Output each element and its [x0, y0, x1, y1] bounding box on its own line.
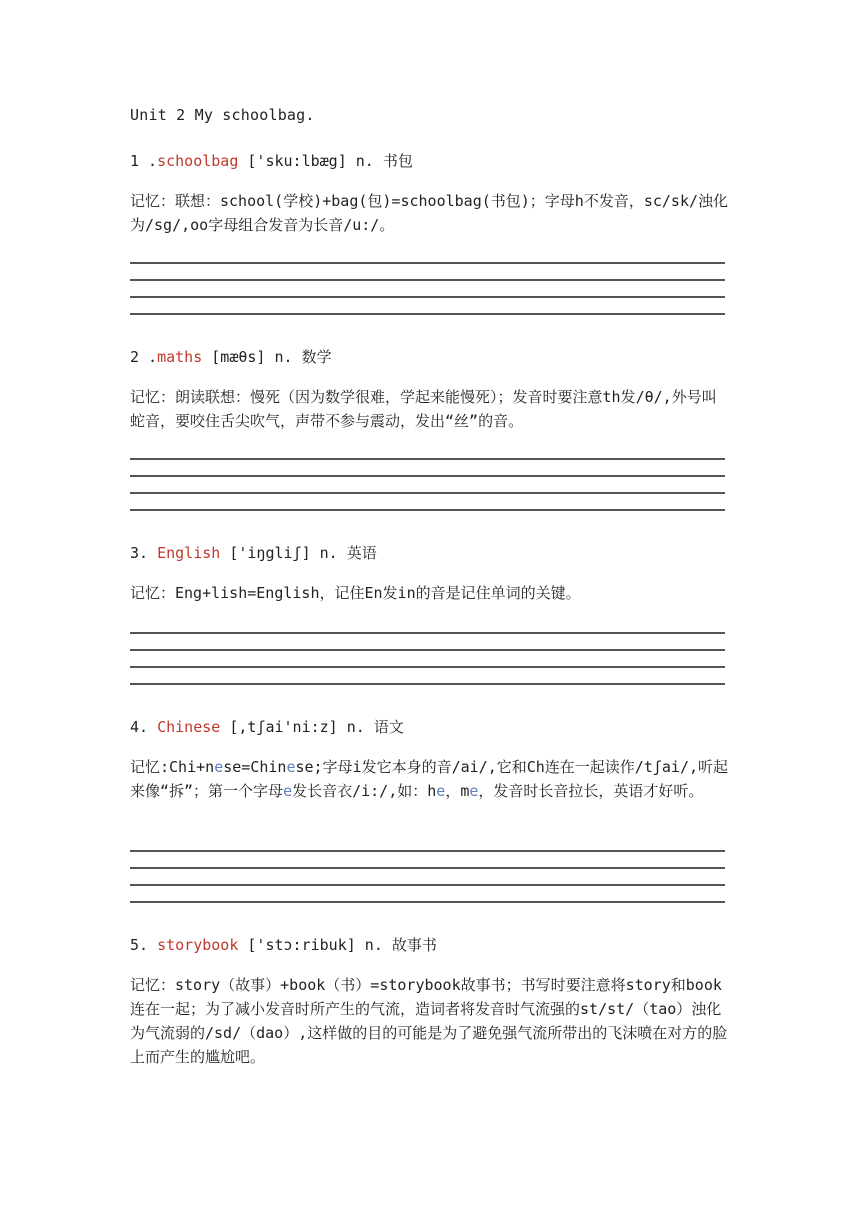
entry-3-heading — [130, 542, 377, 563]
writing-line — [130, 475, 725, 477]
memo-text: 发长音衣/i:/,如：h — [292, 782, 437, 800]
memo-text: se=Chin — [223, 758, 287, 776]
writing-line — [130, 683, 725, 685]
highlight-letter: e — [283, 782, 293, 800]
entry-4-memo — [130, 755, 730, 803]
highlight-letter: e — [469, 782, 479, 800]
phonetic-definition: ['stɔ:ribuk] n. 故事书 — [238, 936, 437, 954]
memo-text: ，发音时长音拉长，英语才好听。 — [478, 782, 704, 800]
phonetic-definition: [,tʃai'ni:z] n. 语文 — [220, 718, 404, 736]
memo-text: 记忆:Chi+n — [130, 758, 215, 776]
memo-text: se;字母i发它本身的音/ai/,它和Ch连在一起读作/tʃai/,听起来像“拆”；第一个字母 — [130, 758, 729, 800]
writing-lines — [130, 262, 725, 330]
entry-4-heading — [130, 716, 404, 737]
entry-2-heading — [130, 346, 332, 367]
writing-line — [130, 850, 725, 852]
highlight-letter: e — [286, 758, 296, 776]
entry-number: 3. — [130, 544, 158, 562]
writing-line — [130, 296, 725, 298]
writing-line — [130, 901, 725, 903]
entry-2-memo: 记忆：朗读联想：慢死（因为数学很难，学起来能慢死）；发音时要注意th发/θ/,外号叫蛇音，要咬住舌尖吹气，声带不参与震动，发出“丝”的音。 — [130, 388, 717, 430]
writing-line — [130, 666, 725, 668]
headword: Chinese — [157, 718, 221, 736]
phonetic-definition: [mæθs] n. 数学 — [202, 348, 332, 366]
entry-3-memo: 记忆：Eng+lish=English，记住En发in的音是记住单词的关键。 — [130, 584, 581, 602]
entry-number: 1 . — [130, 152, 158, 170]
writing-line — [130, 509, 725, 511]
memo-text: ，m — [445, 782, 470, 800]
highlight-letter: e — [214, 758, 224, 776]
phonetic-definition: ['sku:lbæg] n. 书包 — [238, 152, 413, 170]
entry-number: 2 . — [130, 348, 158, 366]
writing-line — [130, 492, 725, 494]
writing-line — [130, 279, 725, 281]
entry-5-heading — [130, 934, 437, 955]
entry-5-memo: 记忆：story（故事）+book（书）=storybook故事书；书写时要注意将story和book连在一起；为了减小发音时所产生的气流，造词者将发音时气流强的st/st/（tao）浊化为气流弱的/sd/（dao）,这样做的目的可能是为了避免强气流所带出的飞沫喷在对方的脸上而产生的尴尬吧。 — [130, 976, 728, 1066]
headword: schoolbag — [157, 152, 239, 170]
entry-number: 5. — [130, 936, 158, 954]
writing-line — [130, 262, 725, 264]
unit-title: Unit 2 My schoolbag. — [130, 106, 315, 124]
headword: English — [157, 544, 221, 562]
writing-line — [130, 649, 725, 651]
writing-line — [130, 313, 725, 315]
phonetic-definition: ['iŋgliʃ] n. 英语 — [220, 544, 377, 562]
writing-lines — [130, 632, 725, 700]
headword: storybook — [157, 936, 239, 954]
headword: maths — [157, 348, 203, 366]
highlight-letter: e — [436, 782, 446, 800]
entry-1-memo: 记忆：联想：school(学校)+bag(包)=schoolbag(书包)；字母h不发音，sc/sk/浊化为/sg/,oo字母组合发音为长音/u:/。 — [130, 192, 729, 234]
writing-line — [130, 867, 725, 869]
writing-lines — [130, 458, 725, 526]
entry-1-heading — [130, 150, 413, 171]
writing-line — [130, 458, 725, 460]
writing-lines — [130, 850, 725, 918]
writing-line — [130, 632, 725, 634]
entry-number: 4. — [130, 718, 158, 736]
writing-line — [130, 884, 725, 886]
